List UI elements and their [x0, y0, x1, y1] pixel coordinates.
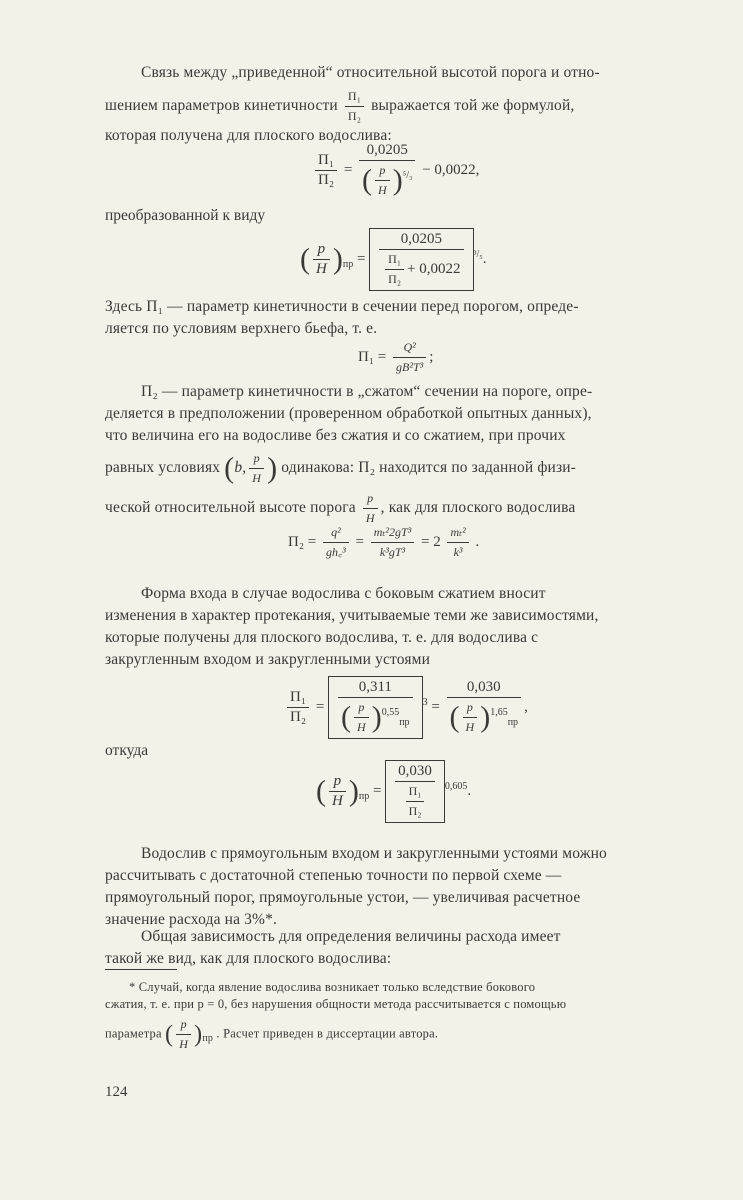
text-line: шением параметров кинетичности $\frac{\text{П₁}}{\text{П₂}}$ выражается той же формулой, [105, 89, 575, 123]
fraction: $\frac{\text{П₁}}{\text{П₂}}$ [315, 152, 337, 189]
text-line: рассчитывать с достаточной степенью точности по первой схеме — [105, 867, 562, 884]
paragraph-inlet-shape [105, 583, 709, 671]
equation-5: $\frac{\text{П₁}}{\text{П₂}}$ = 0,311 ( $\frac{p}{H}$ )$^{0,55}_{пр}$ $^3$ = 0,030 ( $\frac{p}{H}$ )$^{1,65}_{пр}$ , [284, 676, 528, 739]
paragraph-pi1 [105, 296, 709, 340]
paragraph-pi2 [105, 381, 709, 527]
text-line: параметра ( $\frac{p}{H}$ )$_{пр}$ . Расчет приведен в диссертации автора. [105, 1017, 439, 1051]
text-line: Здесь П₁ — параметр кинетичности в сечении перед порогом, опреде- [105, 298, 579, 315]
text-line: Водослив с прямоугольным входом и закругленными устоями можно [141, 845, 607, 862]
text-line: изменения в характер протекания, учитываемые теми же зависимостями, [105, 607, 599, 624]
text-line: П₂ — параметр кинетичности в „сжатом“ сечении на пороге, опре- [141, 383, 593, 400]
text-line: которые получены для плоского водослива, т. е. для водослива с [105, 629, 539, 646]
equation-2: ( $\frac{p}{H}$ )$_{пр}$ = 0,0205 $\frac{\text{П₁}}{\text{П₂}}$ + 0,0022 $^{^3/_5}$. [300, 228, 487, 291]
transformed-label: преобразованной к виду [105, 207, 266, 224]
text-line: ческой относительной высоте порога $\frac{p}{H}$ , как для плоского водослива [105, 491, 576, 525]
equation-6: ( $\frac{p}{H}$ )$_{пр}$ = $\frac{0,030}{\frac{\text{П₁}}{\text{П₂}}}$ $^{0,605}$. [316, 760, 471, 823]
text-line: сжатия, т. е. при p = 0, без нарушения общности метода рассчитывается с помощью [105, 997, 567, 1011]
equation-4: П₂ = $\frac{\text{q²}}{\text{gh꜀³}}$ = $\frac{\text{mₜ²2gT³}}{\text{k³gT³}}$ = 2 $\frac{\text{mₜ²}}{\text{k³}}$ . [288, 525, 480, 559]
text-line: что величина его на водосливе без сжатия и со сжатием, при прочих [105, 427, 566, 444]
fraction: 0,0205 ( $\frac{p}{H}$ )$^{^5/_3}$ [359, 142, 415, 199]
equation-1: $\frac{\text{П₁}}{\text{П₂}}$ = 0,0205 ( $\frac{p}{H}$ )$^{^5/_3}$ − 0,0022, [312, 142, 479, 199]
paragraph-intro [105, 62, 709, 147]
text-line: закругленным входом и закругленными устоями [105, 651, 431, 668]
text-line: такой же вид, как для плоского водослива: [105, 950, 392, 967]
text-line: равных условиях (b, $\frac{p}{H}$ ) одинакова: П₂ находится по заданной физи- [105, 451, 576, 485]
text-line: Связь между „приведенной“ относительной высотой порога и отно- [141, 64, 600, 81]
text-line: прямоугольный порог, прямоугольные устои, — увеличивая расчетное [105, 889, 581, 906]
text-line: значение расхода на 3%*. [105, 911, 278, 928]
page-number: 124 [105, 1084, 128, 1100]
text-line: ляется по условиям верхнего бьефа, т. е. [105, 320, 378, 337]
whence-label: откуда [105, 742, 149, 759]
paragraph-general-dependence [105, 926, 709, 970]
bracket: 0,0205 $\frac{\text{П₁}}{\text{П₂}}$ + 0,0022 [369, 228, 473, 291]
text-line: деляется в предположении (проверенном обработкой опытных данных), [105, 405, 592, 422]
text-line: Общая зависимость для определения величины расхода имеет [141, 928, 561, 945]
footnote-divider [105, 969, 177, 970]
text-line: Форма входа в случае водослива с боковым сжатием вносит [141, 585, 546, 602]
paragraph-rectangular-inlet [105, 843, 709, 931]
footnote [105, 979, 711, 1053]
text-line: которая получена для плоского водослива: [105, 127, 392, 144]
text-line: * Случай, когда явление водослива возникает только вследствие бокового [129, 980, 536, 994]
fraction: $\frac{\text{П₁}}{\text{П₂}}$ [345, 88, 364, 125]
equation-3: П₁ = $\frac{\text{Q²}}{\text{gB²T³}}$ ; [358, 340, 434, 374]
